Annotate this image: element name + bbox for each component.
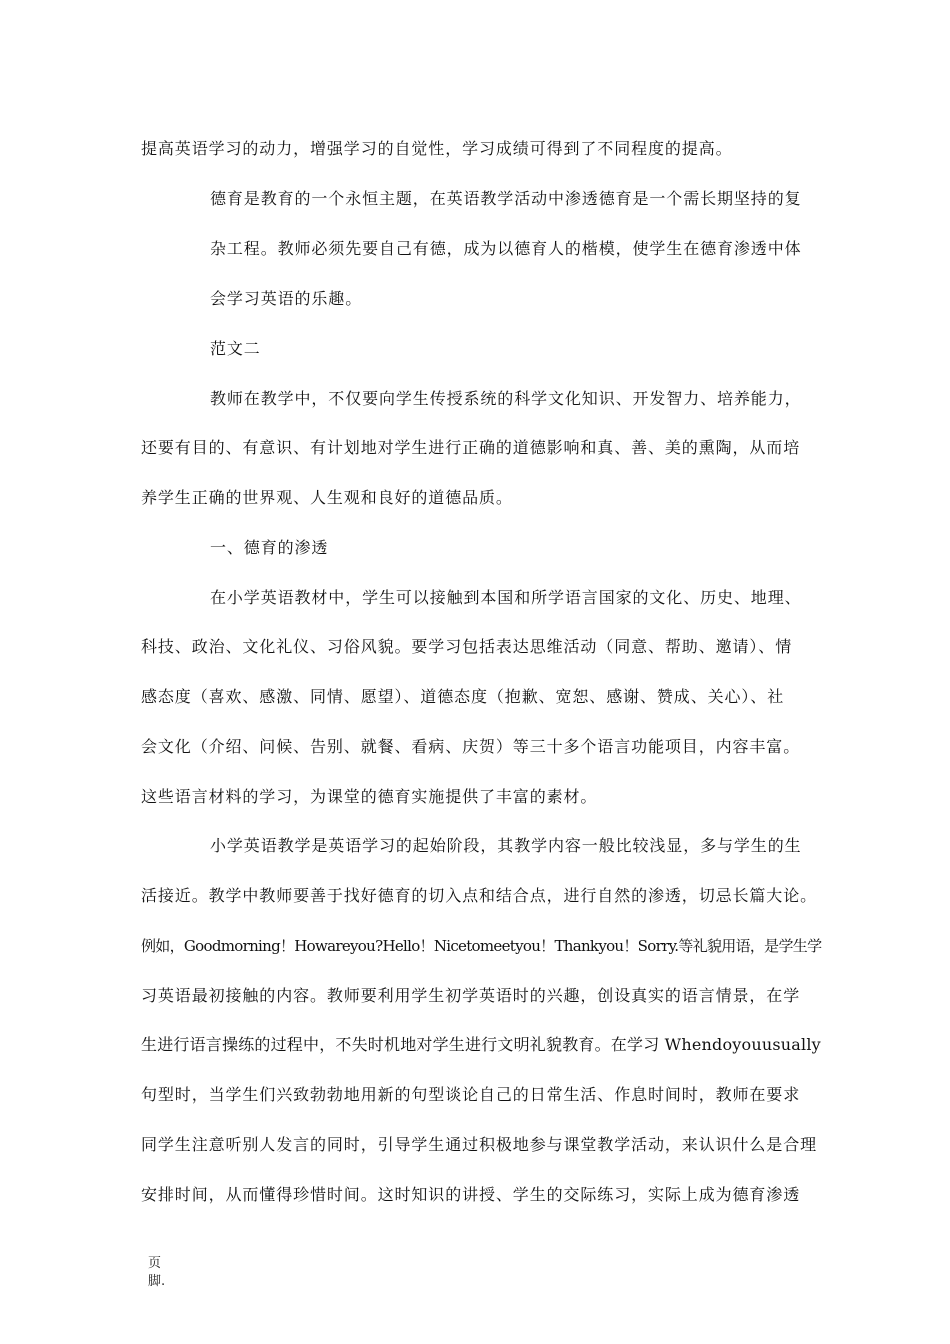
text-line: 还要有目的、有意识、有计划地对学生进行正确的道德影响和真、善、美的熏陶，从而培 (141, 438, 801, 457)
text-line: 教师在教学中，不仅要向学生传授系统的科学文化知识、开发智力、培养能力， (210, 389, 802, 408)
text-line: 在小学英语教材中，学生可以接触到本国和所学语言国家的文化、历史、地理、 (210, 588, 802, 607)
text-line: 杂工程。教师必须先要自己有德，成为以德育人的楷模，使学生在德育渗透中体 (210, 239, 802, 258)
text-line: 会文化（介绍、问候、告别、就餐、看病、庆贺）等三十多个语言功能项目，内容丰富。 (141, 737, 801, 756)
text-line: 感态度（喜欢、感激、同情、愿望）、道德态度（抱歉、宽恕、感谢、赞成、关心）、社 (141, 687, 785, 706)
section-heading: 范文二 (210, 339, 261, 358)
text-line: 安排时间，从而懂得珍惜时间。这时知识的讲授、学生的交际练习，实际上成为德育渗透 (141, 1185, 801, 1204)
text-line: 句型时，当学生们兴致勃勃地用新的句型谈论自己的日常生活、作息时间时，教师在要求 (141, 1085, 801, 1104)
text-line: 同学生注意听别人发言的同时，引导学生通过积极地参与课堂教学活动，来认识什么是合理 (141, 1135, 818, 1154)
subsection-heading: 一、德育的渗透 (210, 538, 329, 557)
text-line: 这些语言材料的学习，为课堂的德育实施提供了丰富的素材。 (141, 787, 598, 806)
page-footer (148, 1255, 165, 1291)
text-line: 科技、政治、文化礼仪、习俗风貌。要学习包括表达思维活动（同意、帮助、邀请）、情 (141, 637, 793, 656)
text-line: 会学习英语的乐趣。 (210, 289, 363, 308)
text-line: 小学英语教学是英语学习的起始阶段，其教学内容一般比较浅显，多与学生的生 (210, 836, 802, 855)
footer-line: 脚. (148, 1274, 166, 1289)
text-line: 德育是教育的一个永恒主题，在英语教学活动中渗透德育是一个需长期坚持的复 (210, 189, 802, 208)
text-line: 养学生正确的世界观、人生观和良好的道德品质。 (141, 488, 513, 507)
text-line: 生进行语言操练的过程中，不失时机地对学生进行文明礼貌教育。在学习 Whendoyouusually (141, 1035, 821, 1054)
text-line: 提高英语学习的动力，增强学习的自觉性，学习成绩可得到了不同程度的提高。 (141, 139, 733, 158)
text-line: 活接近。教学中教师要善于找好德育的切入点和结合点，进行自然的渗透，切忌长篇大论。 (141, 886, 818, 905)
footer-line: 页 (148, 1256, 162, 1271)
text-line: 例如，Goodmorning！Howareyou?Hello！Nicetomeetyou！Thankyou！Sorry.等礼貌用语，是学生学 (141, 937, 822, 955)
text-line: 习英语最初接触的内容。教师要利用学生初学英语时的兴趣，创设真实的语言情景，在学 (141, 986, 801, 1005)
